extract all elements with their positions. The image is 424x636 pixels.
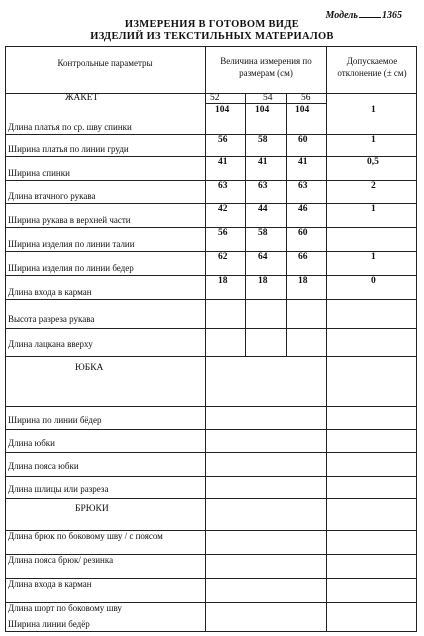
- row-value: 41: [298, 157, 308, 167]
- document-title-line-2: ИЗДЕЛИЙ ИЗ ТЕКСТИЛЬНЫХ МАТЕРИАЛОВ: [90, 31, 334, 42]
- row-tolerance: 2: [371, 181, 376, 191]
- row-label: Длина втачного рукава: [8, 191, 96, 201]
- size-54: 54: [263, 93, 273, 103]
- row-tolerance: 1: [371, 252, 376, 262]
- row-value: 63: [218, 181, 228, 191]
- row-value: 104: [215, 105, 230, 115]
- row-value: 58: [258, 228, 268, 238]
- row-value: 64: [258, 252, 268, 262]
- row-value: 18: [298, 276, 308, 286]
- model-value: 1365: [382, 10, 402, 21]
- section-trousers: БРЮКИ: [75, 504, 109, 514]
- row-tolerance: 1: [371, 135, 376, 145]
- document-title-line-1: ИЗМЕРЕНИЯ В ГОТОВОМ ВИДЕ: [124, 19, 300, 30]
- header-control-parameters: Контрольные параметры: [57, 58, 153, 68]
- row-value: 18: [218, 276, 228, 286]
- header-tolerance: Допускаемое отклонение (± см): [337, 56, 407, 78]
- row-label: Длина юбки: [8, 438, 55, 448]
- row-value: 41: [258, 157, 268, 167]
- row-value: 44: [258, 204, 268, 214]
- row-value: 46: [298, 204, 308, 214]
- row-label: Ширина рукава в верхней части: [8, 215, 131, 225]
- row-label: Ширина по линии бёдер: [8, 415, 102, 425]
- row-value: 42: [218, 204, 228, 214]
- row-value: 104: [295, 105, 310, 115]
- row-value: 41: [218, 157, 228, 167]
- row-value: 66: [298, 252, 308, 262]
- row-value: 56: [218, 228, 228, 238]
- row-label: Ширина спинки: [8, 168, 70, 178]
- row-tolerance: 0,5: [367, 157, 379, 167]
- row-value: 104: [255, 105, 270, 115]
- row-label: Ширина изделия по линии бедер: [8, 263, 134, 273]
- row-value: 58: [258, 135, 268, 145]
- row-value: 56: [218, 135, 228, 145]
- row-label: Ширина изделия по линии талии: [8, 239, 135, 249]
- model-blank-line: [359, 8, 381, 18]
- measurement-table: [5, 46, 417, 632]
- row-label: Длина пояса юбки: [8, 461, 79, 471]
- row-label: Длина пояса брюк/ резинка: [8, 555, 114, 565]
- size-56: 56: [301, 93, 311, 103]
- row-label: Высота разреза рукава: [8, 314, 95, 324]
- row-label: Длина лацкана вверху: [8, 339, 93, 349]
- row-label: Ширина платья по линии груди: [8, 144, 129, 154]
- row-tolerance: 1: [371, 204, 376, 214]
- size-52: 52: [210, 93, 220, 103]
- row-value: 60: [298, 135, 308, 145]
- row-label: Длина шлицы или разреза: [8, 484, 109, 494]
- section-skirt: ЮБКА: [75, 363, 104, 373]
- row-value: 18: [258, 276, 268, 286]
- row-label: Длина входа в карман: [8, 579, 92, 589]
- row-value: 63: [258, 181, 268, 191]
- model-label: Модель: [325, 10, 358, 21]
- row-label: Ширина линии бедёр: [8, 619, 90, 629]
- section-jacket: ЖАКЕТ: [65, 93, 99, 103]
- row-value: 60: [298, 228, 308, 238]
- row-label: Длина входа в карман: [8, 287, 92, 297]
- row-value: 63: [298, 181, 308, 191]
- row-label: Длина платья по ср. шву спинки: [8, 122, 132, 132]
- row-tolerance: 1: [371, 105, 376, 115]
- row-label: Длина брюк по боковому шву / с поясом: [8, 531, 163, 541]
- header-size-values: Величина измерения по размерам (см): [220, 56, 312, 78]
- row-value: 62: [218, 252, 228, 262]
- row-label: Длина шорт по боковому шву: [8, 603, 122, 613]
- row-tolerance: 0: [371, 276, 376, 286]
